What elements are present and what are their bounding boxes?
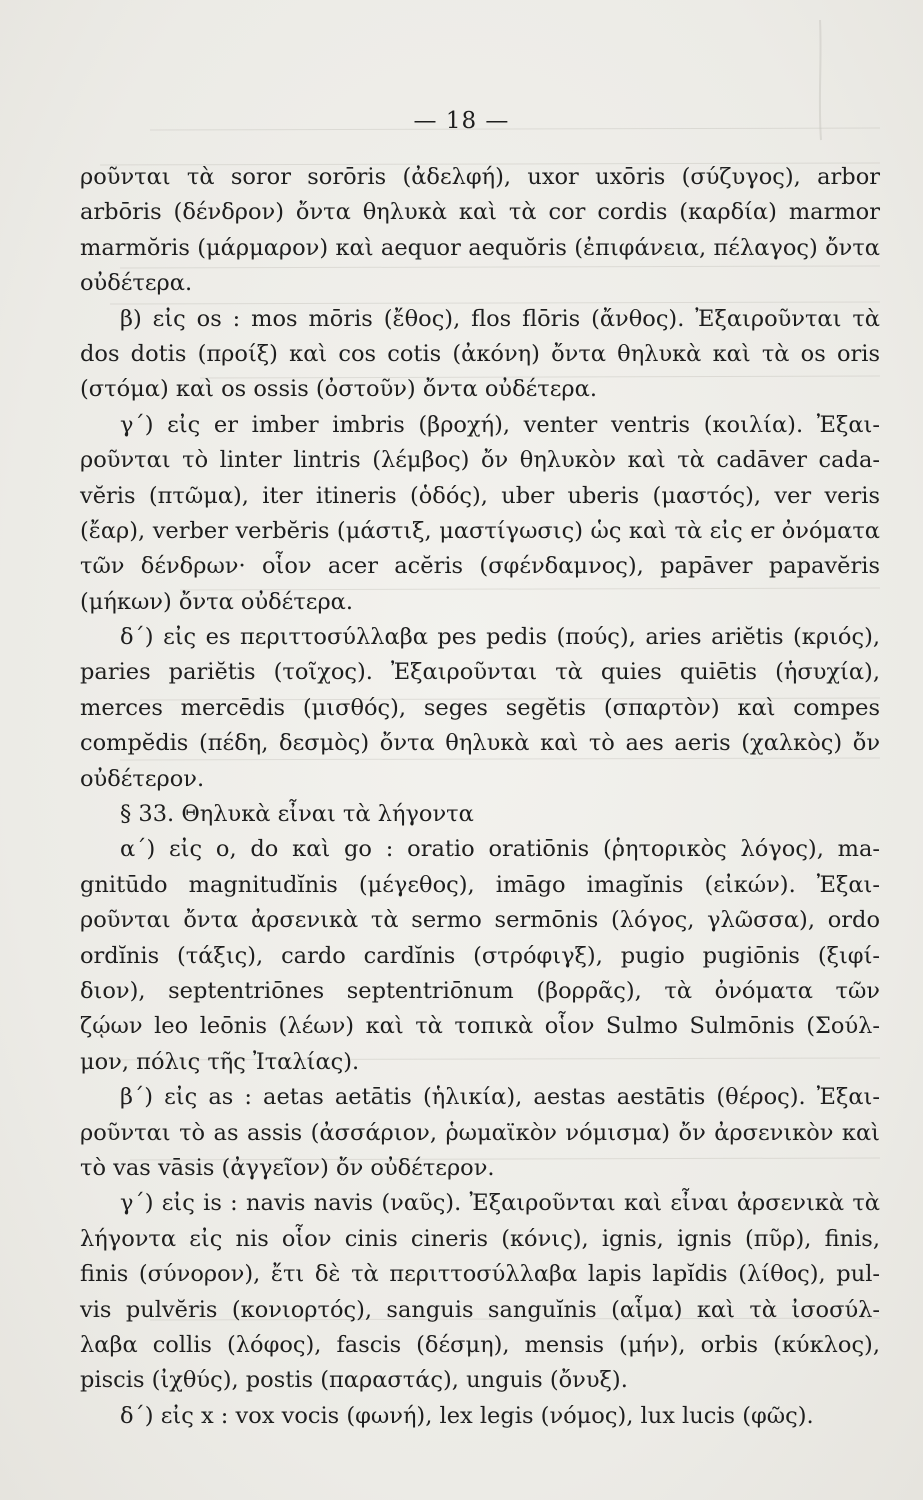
text-line: τὸ vas vāsis (ἀγγεῖον) ὄν οὐδέτερον.: [80, 1154, 495, 1181]
text-line: dos dotis (προίξ) καὶ cos cotis (ἀκόνη) ὄντα θηλυκὰ καὶ τὰ os oris: [80, 340, 880, 367]
text-line: ζῴων leo leōnis (λέων) καὶ τὰ τοπικὰ οἷον Sulmo Sulmōnis (Σούλ-: [80, 1013, 880, 1040]
text-line: γ΄) εἰς is : navis navis (ναῦς). Ἐξαιροῦνται καὶ εἶναι ἀρσενικὰ τὰ: [120, 1190, 880, 1217]
text-line: merces mercēdis (μισθός), seges segĕtis (σπαρτὸν) καὶ compes: [80, 694, 880, 721]
text-line: paries pariĕtis (τοῖχος). Ἐξαιροῦνται τὰ quies quiētis (ἡσυχία),: [80, 659, 880, 686]
body-text: [80, 160, 880, 1434]
text-line: ροῦνται ὄντα ἀρσενικὰ τὰ sermo sermōnis (λόγος, γλῶσσα), ordo: [80, 907, 880, 934]
text-line: ροῦνται τὰ soror sorōris (ἀδελφή), uxor uxōris (σύζυγος), arbor: [80, 164, 880, 190]
text-line: piscis (ἰχθύς), postis (παραστάς), unguis (ὄνυξ).: [80, 1367, 628, 1394]
text-line: vĕris (πτῶμα), iter itineris (ὁδός), uber uberis (μαστός), ver veris: [80, 482, 880, 509]
text-line: finis (σύνορον), ἔτι δὲ τὰ περιττοσύλλαβα lapis lapĭdis (λίθος), pul-: [80, 1261, 880, 1288]
text-line: vis pulvĕris (κονιορτός), sanguis sanguĭnis (αἷμα) καὶ τὰ ἰσοσύλ-: [80, 1296, 880, 1323]
text-line: β΄) εἰς as : aetas aetātis (ἡλικία), aestas aestātis (θέρος). Ἐξαι-: [120, 1084, 880, 1111]
text-line: δ΄) εἰς x : vox vocis (φωνή), lex legis (νόμος), lux lucis (φῶς).: [120, 1402, 814, 1429]
text-line: marmŏris (μάρμαρον) καὶ aequor aequŏris (ἐπιφάνεια, πέλαγος) ὄντα: [80, 234, 880, 261]
page-number: — 18 —: [413, 108, 510, 134]
text-line: οὐδέτερον.: [80, 765, 205, 792]
text-line: gnitūdo magnitudĭnis (μέγεθος), imāgo imagĭnis (εἰκών). Ἐξαι-: [80, 871, 880, 898]
text-line: (ἔαρ), verber verbĕris (μάστιξ, μαστίγωσις) ὡς καὶ τὰ εἰς er ὀνόματα: [80, 517, 880, 544]
text-line: λήγοντα εἰς nis οἷον cinis cineris (κόνις), ignis, ignis (πῦρ), finis,: [80, 1225, 880, 1252]
text-line: τῶν δένδρων· οἷον acer acĕris (σφένδαμνος), papāver papavĕris: [80, 553, 880, 580]
text-line: β) εἰς os : mos mōris (ἔθος), flos flōris (ἄνθος). Ἐξαιροῦνται τὰ: [120, 305, 880, 332]
section-heading: § 33. Θηλυκὰ εἶναι τὰ λήγοντα: [120, 801, 474, 828]
text-line: arbōris (δένδρον) ὄντα θηλυκὰ καὶ τὰ cor cordis (καρδία) marmor: [80, 199, 880, 226]
text-line: ordĭnis (τάξις), cardo cardĭnis (στρόφιγξ), pugio pugiōnis (ξιφί-: [80, 942, 880, 969]
text-line: ροῦνται τὸ linter lintris (λέμβος) ὄν θηλυκὸν καὶ τὰ cadāver cada-: [80, 447, 880, 474]
text-line: γ΄) εἰς er imber imbris (βροχή), venter ventris (κοιλία). Ἐξαι-: [120, 411, 880, 438]
text-line: ροῦνται τὸ as assis (ἀσσάριον, ῥωμαϊκὸν νόμισμα) ὄν ἀρσενικὸν καὶ: [80, 1119, 880, 1146]
text-line: α΄) εἰς o, do καὶ go : oratio oratiōnis (ῥητορικὸς λόγος), ma-: [120, 836, 880, 863]
text-line: μον, πόλις τῆς Ἰταλίας).: [80, 1048, 360, 1075]
text-line: λαβα collis (λόφος), fascis (δέσμη), mensis (μήν), orbis (κύκλος),: [80, 1331, 880, 1358]
text-line: οὐδέτερα.: [80, 270, 193, 297]
text-line: (στόμα) καὶ os ossis (ὀστοῦν) ὄντα οὐδέτερα.: [80, 376, 597, 403]
text-line: compĕdis (πέδη, δεσμὸς) ὄντα θηλυκὰ καὶ τὸ aes aeris (χαλκὸς) ὄν: [80, 730, 880, 757]
text-line: δ΄) εἰς es περιττοσύλλαβα pes pedis (πούς), aries ariĕtis (κριός),: [120, 624, 880, 651]
text-line: (μήκων) ὄντα οὐδέτερα.: [80, 588, 354, 615]
text-line: διον), septentriōnes septentriōnum (βορρᾶς), τὰ ὀνόματα τῶν: [80, 977, 880, 1004]
